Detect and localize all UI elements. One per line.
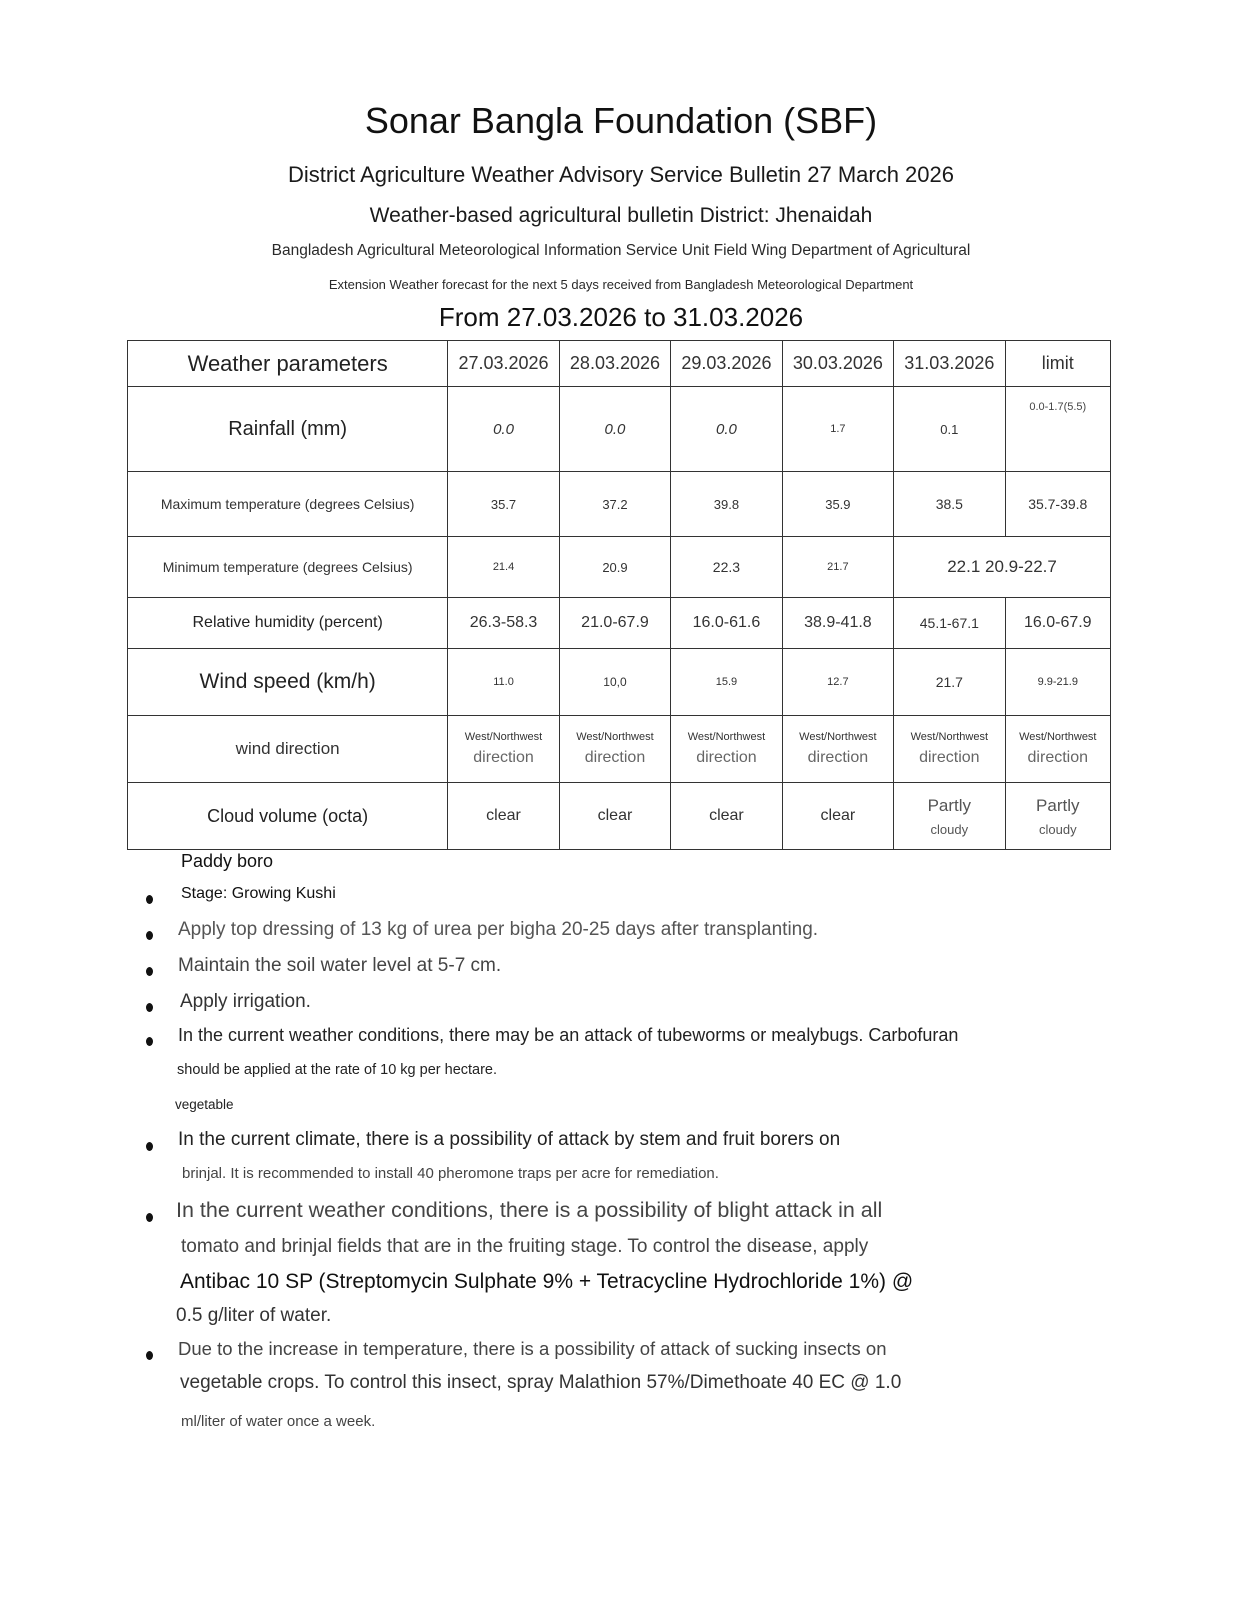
advisory-item-cont: tomato and brinjal fields that are in the fruiting stage. To control the disease, apply [181, 1236, 869, 1257]
table-cell [894, 716, 1005, 783]
direction-value: West/Northwest [687, 731, 766, 743]
table-cell: 21.7 [894, 649, 1005, 716]
advisory-item: Apply top dressing of 13 kg of urea per bigha 20-25 days after transplanting. [178, 919, 819, 940]
table-cell: clear [671, 783, 782, 850]
table-cell: 37.2 [559, 472, 670, 537]
header-limit: limit [1005, 341, 1110, 387]
advisory-item-cont: Antibac 10 SP (Streptomycin Sulphate 9% + Tetracycline Hydrochloride 1%) @ [180, 1270, 914, 1293]
row-label: Relative humidity (percent) [128, 598, 448, 649]
bullet-icon [146, 1037, 153, 1046]
cloud-partly: Partly [1036, 795, 1080, 815]
table-cell: 10,0 [559, 649, 670, 716]
direction-word: direction [473, 749, 534, 766]
advisory-item-cont: should be applied at the rate of 10 kg per hectare. [177, 1062, 498, 1078]
cloud-partly: Partly [927, 795, 972, 815]
table-cell [671, 716, 782, 783]
table-cell: 22.3 [671, 537, 782, 598]
advisory-item: In the current climate, there is a possibility of attack by stem and fruit borers on [178, 1129, 841, 1150]
table-cell: 20.9 [559, 537, 670, 598]
table-row-wind-direction [128, 716, 1111, 783]
table-cell: 38.5 [894, 472, 1005, 537]
table-row-rainfall [128, 387, 1111, 472]
direction-word: direction [919, 749, 980, 766]
header-date: 31.03.2026 [894, 341, 1005, 387]
table-cell: 16.0-61.6 [671, 598, 782, 649]
header-date: 28.03.2026 [559, 341, 670, 387]
table-row-cloud [128, 783, 1111, 850]
bullet-icon [146, 1003, 153, 1012]
table-cell: 11.0 [448, 649, 559, 716]
row-label: Cloud volume (octa) [128, 783, 448, 850]
table-cell: 21.7 [782, 537, 893, 598]
advisory-item: Apply irrigation. [180, 991, 311, 1012]
limit-cell: 16.0-67.9 [1005, 598, 1110, 649]
table-row-wind-speed [128, 649, 1111, 716]
table-cell [448, 716, 559, 783]
advisory-item: Due to the increase in temperature, there is a possibility of attack of sucking insects on [178, 1338, 887, 1359]
cloud-cloudy: cloudy [1038, 821, 1077, 837]
table-cell: 0.0 [559, 387, 670, 472]
table-cell: 12.7 [782, 649, 893, 716]
table-cell: 38.9-41.8 [782, 598, 893, 649]
limit-cell: 9.9-21.9 [1005, 649, 1110, 716]
table-cell [782, 716, 893, 783]
source-line-1: Bangladesh Agricultural Meteorological Information Service Unit Field Wing Department of Agricultural [271, 242, 971, 259]
header-date: 27.03.2026 [448, 341, 559, 387]
table-cell: 21.0-67.9 [559, 598, 670, 649]
table-cell: 35.9 [782, 472, 893, 537]
row-label: Wind speed (km/h) [128, 649, 448, 716]
bullet-icon [146, 967, 153, 976]
header-parameters: Weather parameters [128, 341, 448, 387]
direction-value: West/Northwest [576, 731, 654, 743]
bulletin-title: District Agriculture Weather Advisory Service Bulletin 27 March 2026 [288, 162, 954, 187]
table-cell: 1.7 [782, 387, 893, 472]
direction-value: West/Northwest [1019, 731, 1097, 743]
bullet-icon [146, 1351, 153, 1360]
district-line: Weather-based agricultural bulletin District: Jhenaidah [369, 204, 873, 227]
limit-cell: 35.7-39.8 [1005, 472, 1110, 537]
table-cell: clear [448, 783, 559, 850]
table-cell: 0.0 [671, 387, 782, 472]
advisory-item-cont: brinjal. It is recommended to install 40 pheromone traps per acre for remediation. [182, 1165, 719, 1182]
direction-word: direction [1027, 749, 1089, 766]
crop-heading-paddy: Paddy boro [181, 851, 274, 871]
table-cell [894, 783, 1005, 850]
row-label: Rainfall (mm) [128, 387, 448, 472]
table-cell: clear [559, 783, 670, 850]
table-cell: 26.3-58.3 [448, 598, 559, 649]
row-label: wind direction [128, 716, 448, 783]
table-row-max-temp [128, 472, 1111, 537]
table-row-min-temp [128, 537, 1111, 598]
limit-cell: 0.0-1.7(5.5) [1005, 387, 1110, 472]
header-date: 29.03.2026 [671, 341, 782, 387]
direction-value: West/Northwest [910, 731, 989, 743]
date-range: From 27.03.2026 to 31.03.2026 [438, 302, 804, 332]
table-cell: 0.1 [894, 387, 1005, 472]
direction-word: direction [584, 749, 646, 766]
stage-text: Stage: Growing Kushi [181, 885, 336, 902]
limit-cell [1005, 716, 1110, 783]
direction-value: West/Northwest [464, 731, 543, 743]
table-cell [559, 716, 670, 783]
direction-value: West/Northwest [799, 731, 877, 743]
direction-word: direction [807, 749, 869, 766]
table-cell: clear [782, 783, 893, 850]
bullet-icon [146, 931, 153, 940]
bullet-icon [146, 1213, 153, 1222]
table-cell: 35.7 [448, 472, 559, 537]
merged-cell: 22.1 20.9-22.7 [894, 537, 1111, 598]
table-cell: 21.4 [448, 537, 559, 598]
cloud-cloudy: cloudy [930, 821, 969, 837]
table-cell: 15.9 [671, 649, 782, 716]
table-cell: 39.8 [671, 472, 782, 537]
row-label: Maximum temperature (degrees Celsius) [128, 472, 448, 537]
page-title: Sonar Bangla Foundation (SBF) [364, 100, 878, 141]
advisory-item: Maintain the soil water level at 5-7 cm. [178, 955, 502, 976]
advisory-item-cont: ml/liter of water once a week. [181, 1413, 376, 1430]
bullet-icon [146, 895, 153, 904]
table-row-humidity [128, 598, 1111, 649]
advisory-item: In the current weather conditions, there is a possibility of blight attack in all [176, 1198, 883, 1222]
advisory-item-cont: 0.5 g/liter of water. [176, 1305, 332, 1326]
table-header-row [128, 341, 1111, 387]
bullet-icon [146, 1142, 153, 1151]
advisory-item-cont: vegetable crops. To control this insect, spray Malathion 57%/Dimethoate 40 EC @ 1.0 [180, 1372, 902, 1393]
header-date: 30.03.2026 [782, 341, 893, 387]
table-cell: 45.1-67.1 [894, 598, 1005, 649]
direction-word: direction [696, 749, 757, 766]
row-label: Minimum temperature (degrees Celsius) [128, 537, 448, 598]
source-line-2: Extension Weather forecast for the next 5 days received from Bangladesh Meteorological Department [328, 277, 914, 292]
advisory-item: In the current weather conditions, there may be an attack of tubeworms or mealybugs. Carbofuran [178, 1025, 959, 1045]
crop-heading-vegetable: vegetable [175, 1097, 234, 1112]
weather-forecast-table [127, 340, 1111, 850]
limit-cell [1005, 783, 1110, 850]
table-cell: 0.0 [448, 387, 559, 472]
